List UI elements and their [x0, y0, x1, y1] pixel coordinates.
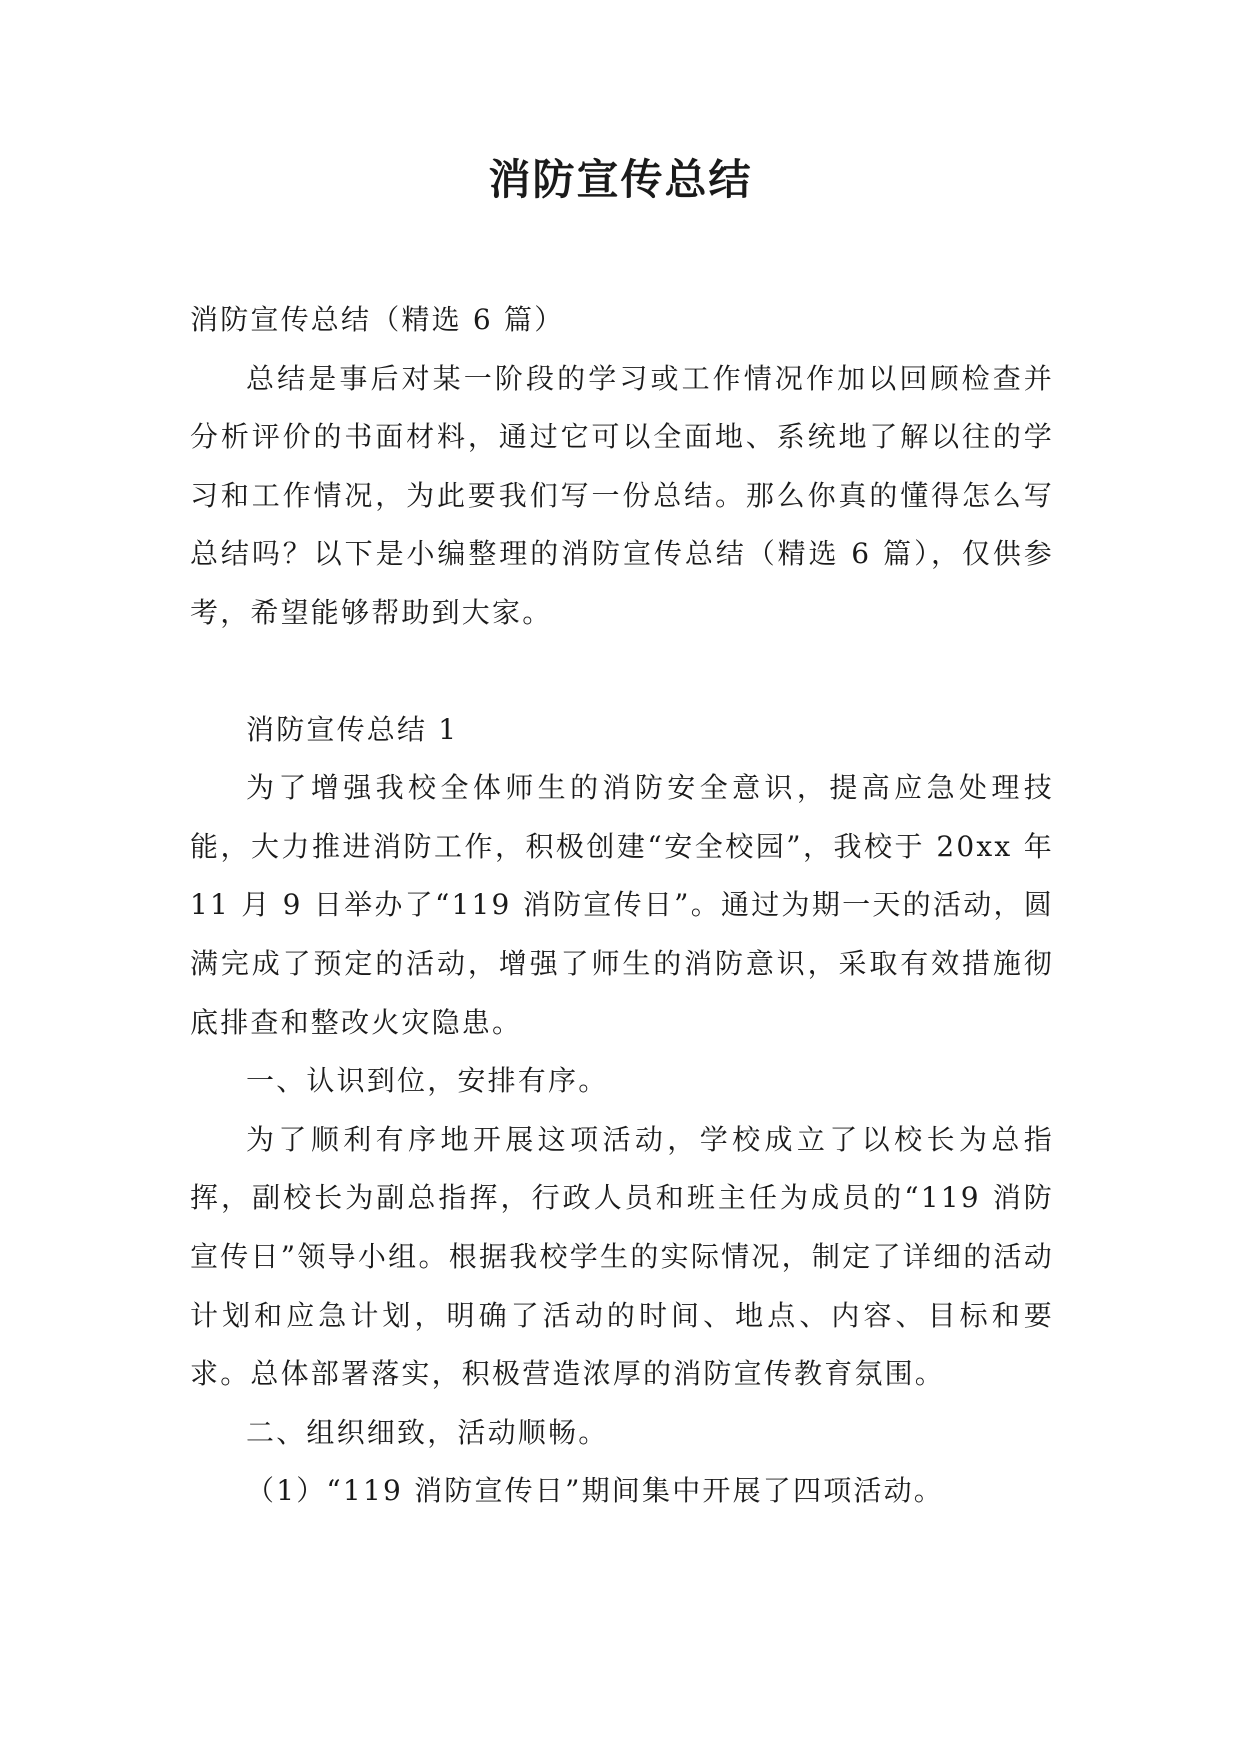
document-title: 消防宣传总结 [488, 155, 753, 204]
section-heading: 消防宣传总结 1 [246, 712, 459, 746]
body-paragraph: 为了增强我校全体师生的消防安全意识，提高应急处理技能，大力推进消防工作，积极创建“安全校园”，我校于 20xx 年 11 月 9 日举办了“119 消防宣传日”。通过为期一天的活动，圆满完成了预定的活动，增强了师生的消防意识，采取有效措施彻底排查和整改火灾隐患。 [190, 771, 1054, 1039]
document-subtitle: 消防宣传总结（精选 6 篇） [190, 303, 565, 336]
sub-point: （1）“119 消防宣传日”期间集中开展了四项活动。 [246, 1474, 944, 1508]
point-heading: 一、认识到位，安排有序。 [246, 1064, 609, 1098]
document-body [190, 291, 1054, 1521]
body-paragraph: 为了顺利有序地开展这项活动，学校成立了以校长为总指挥，副校长为副总指挥，行政人员和班主任为成员的“119 消防宣传日”领导小组。根据我校学生的实际情况，制定了详细的活动计划和应急计划，明确了活动的时间、地点、内容、目标和要求。总体部署落实，积极营造浓厚的消防宣传教育氛围。 [190, 1122, 1054, 1391]
point-heading: 二、组织细致，活动顺畅。 [246, 1415, 609, 1449]
intro-paragraph: 总结是事后对某一阶段的学习或工作情况作加以回顾检查并分析评价的书面材料，通过它可以全面地、系统地了解以往的学习和工作情况，为此要我们写一份总结。那么你真的懂得怎么写总结吗？以下是小编整理的消防宣传总结（精选 6 篇），仅供参考，希望能够帮助到大家。 [190, 361, 1054, 629]
section-spacer [190, 643, 1054, 701]
